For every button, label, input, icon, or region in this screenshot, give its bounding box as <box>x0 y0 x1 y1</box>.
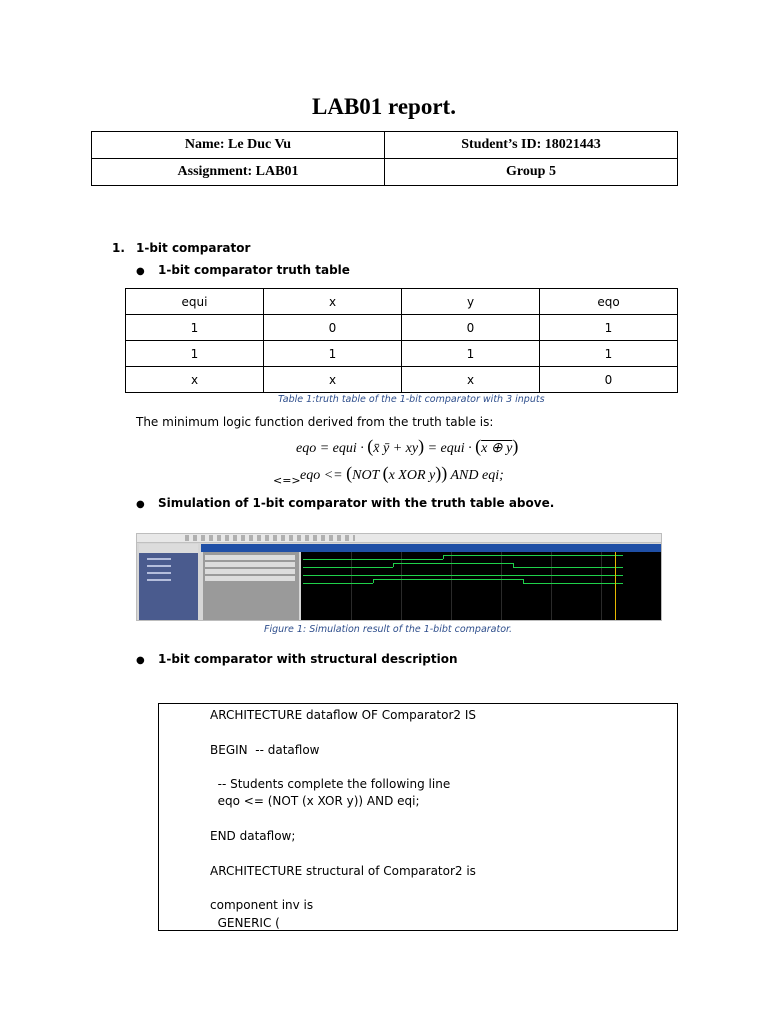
paren-close: )) <box>435 463 448 483</box>
waveform-trace <box>303 583 373 584</box>
waveform-edge <box>513 563 514 567</box>
figure-caption: Figure 1: Simulation result of the 1-bibt comparator. <box>264 624 513 635</box>
signal-row <box>205 569 295 574</box>
object-entry <box>147 579 171 581</box>
student-id: Student’s ID: 18021443 <box>385 132 678 159</box>
assignment-name: Assignment: LAB01 <box>92 159 385 186</box>
signal-row <box>205 576 295 581</box>
bullet-simulation <box>136 496 554 510</box>
toolbar-icons <box>185 535 355 541</box>
waveform-trace <box>513 567 623 568</box>
bullet-truth-table <box>136 263 350 277</box>
formula-line-2 <box>300 463 504 484</box>
code-line: ARCHITECTURE dataflow OF Comparator2 IS <box>210 708 477 722</box>
code-line <box>210 724 677 741</box>
code-line: ARCHITECTURE structural of Comparator2 is <box>210 863 476 878</box>
waveform-edge <box>393 563 394 567</box>
group-number: Group 5 <box>385 159 678 186</box>
section-number: 1. <box>112 241 125 255</box>
bullet-text: 1-bit comparator with structural description <box>158 652 458 666</box>
paren-open: ( <box>475 436 482 456</box>
objects-panel <box>139 544 198 621</box>
formula-part: AND eqi; <box>450 468 504 483</box>
formula-line-1 <box>296 436 518 457</box>
formula-mid: = equi · <box>427 441 472 456</box>
table-cell: x <box>126 367 264 393</box>
formula-part: x XOR y <box>388 468 436 483</box>
equivalence-symbol: <=> <box>273 474 301 487</box>
waveform-trace <box>303 575 623 576</box>
object-entry <box>147 565 171 567</box>
object-entry <box>147 572 171 574</box>
code-line <box>210 845 677 862</box>
objects-panel-header <box>139 544 198 553</box>
formula-part: eqo <= <box>300 468 343 483</box>
table-row <box>92 159 678 186</box>
grid-line <box>601 552 602 621</box>
paren-open: ( <box>382 463 389 483</box>
grid-line <box>351 552 352 621</box>
signal-row <box>205 562 295 567</box>
formula-part: NOT <box>352 468 380 483</box>
table-cell: 1 <box>126 341 264 367</box>
column-header: equi <box>126 289 264 315</box>
paren-close: ) <box>512 436 519 456</box>
waveform-edge <box>523 579 524 583</box>
table-cell: 0 <box>540 367 678 393</box>
bullet-text: 1-bit comparator truth table <box>158 263 350 277</box>
table-cell: 1 <box>540 341 678 367</box>
table-cell: x <box>402 367 540 393</box>
waveform-trace <box>523 583 623 584</box>
bullet-structural <box>136 652 458 666</box>
bullet-icon: ● <box>136 266 145 277</box>
grid-line <box>551 552 552 621</box>
signal-row <box>205 555 295 560</box>
column-header: x <box>264 289 402 315</box>
column-header: y <box>402 289 540 315</box>
waveform-trace <box>303 559 443 560</box>
waveform-trace <box>303 567 393 568</box>
logic-function-text: The minimum logic function derived from the truth table is: <box>136 415 494 429</box>
code-line <box>210 759 677 776</box>
code-line: -- Students complete the following line <box>210 777 451 792</box>
table-row <box>126 315 678 341</box>
table-cell: 1 <box>540 315 678 341</box>
object-entry <box>147 558 171 560</box>
section-title: 1-bit comparator <box>136 241 251 255</box>
table-cell: 1 <box>402 341 540 367</box>
truth-table <box>125 288 678 393</box>
code-line: END dataflow; <box>210 829 296 844</box>
waveform-edge <box>373 579 374 583</box>
table-cell: x <box>264 367 402 393</box>
table-cell: 0 <box>264 315 402 341</box>
waveform-trace <box>443 555 623 556</box>
code-line: eqo <= (NOT (x XOR y)) AND eqi; <box>210 794 420 809</box>
waveform-trace <box>373 579 523 580</box>
formula-term: x̄ ȳ + xy <box>373 441 419 456</box>
table-row <box>92 132 678 159</box>
formula-lhs: eqo = equi · <box>296 441 364 456</box>
report-title: LAB01 report. <box>312 94 456 119</box>
bullet-icon: ● <box>136 499 145 510</box>
code-line: component inv is <box>210 898 314 913</box>
formula-term-2: x ⊕ y <box>481 441 513 456</box>
code-line: BEGIN -- dataflow <box>210 742 320 757</box>
table-row <box>126 367 678 393</box>
table-cell: 1 <box>264 341 402 367</box>
wave-window-header <box>201 544 662 552</box>
waveform-edge <box>443 555 444 559</box>
code-line <box>210 880 677 897</box>
code-line <box>210 811 677 828</box>
paren-close: ) <box>418 436 425 456</box>
simulator-toolbar <box>137 534 662 543</box>
section-heading <box>112 241 250 255</box>
table-header-row <box>126 289 678 315</box>
table-cell: 1 <box>126 315 264 341</box>
bullet-icon: ● <box>136 655 145 666</box>
vhdl-code-box <box>158 703 678 931</box>
table-caption: Table 1:truth table of the 1-bit comparator with 3 inputs <box>278 394 545 405</box>
bullet-text: Simulation of 1-bit comparator with the truth table above. <box>158 496 555 510</box>
student-info-table <box>91 131 678 186</box>
code-line: GENERIC ( <box>210 915 280 930</box>
student-name: Name: Le Duc Vu <box>92 132 385 159</box>
table-cell: 0 <box>402 315 540 341</box>
simulation-screenshot <box>136 533 662 621</box>
column-header: eqo <box>540 289 678 315</box>
waveform-trace <box>393 563 513 564</box>
paren-open: ( <box>367 436 374 456</box>
table-row <box>126 341 678 367</box>
paren-open: ( <box>346 463 353 483</box>
time-cursor <box>615 552 616 621</box>
